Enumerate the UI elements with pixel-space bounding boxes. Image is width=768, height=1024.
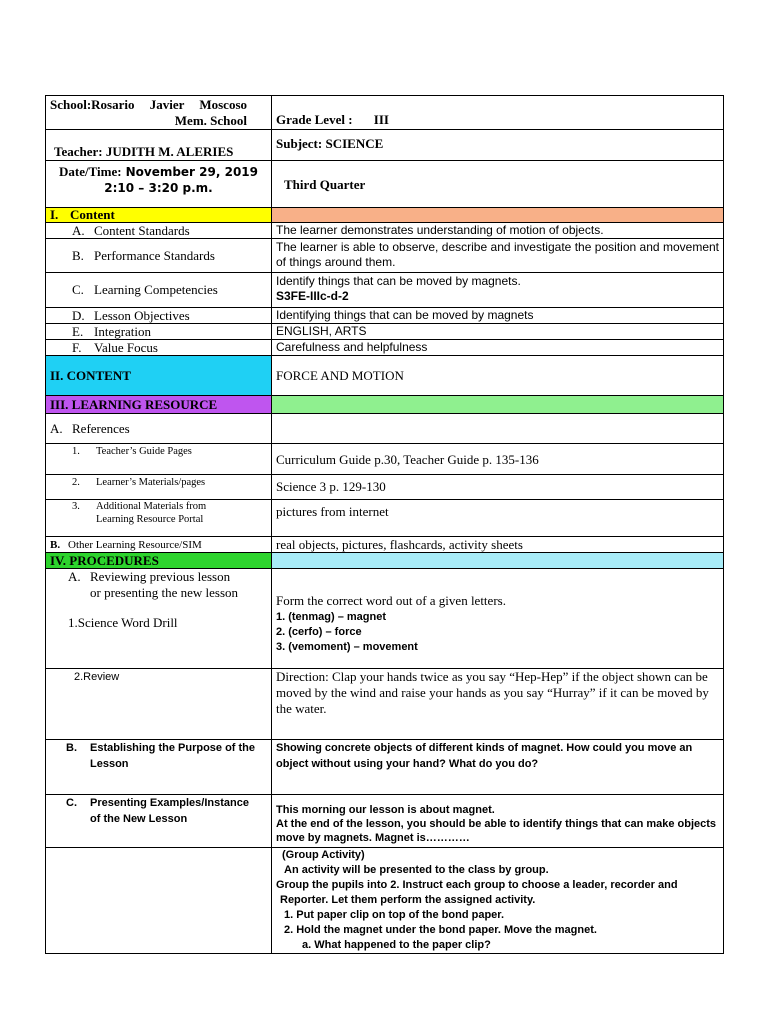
- grade-level-value: III: [373, 112, 389, 127]
- review-label: 2.Review: [46, 669, 272, 740]
- examples-text: This morning our lesson is about magnet. At the end of the lesson, you should be able to identify things that can make objects move by magnets. Magnet is…………: [272, 795, 724, 848]
- other-resource-value: real objects, pictures, flashcards, activity sheets: [272, 537, 724, 553]
- grade-level-label: Grade Level :: [276, 112, 353, 127]
- word-drill-cell: [272, 569, 724, 669]
- time: 2:10 – 3:20 p.m.: [104, 181, 213, 195]
- purpose-text: Showing concrete objects of different kinds of magnet. How could you move an object without using your hand? What do you do?: [272, 740, 724, 795]
- learning-competencies-cell: [272, 273, 724, 308]
- lesson-objectives-value: Identifying things that can be moved by magnets: [272, 308, 724, 324]
- learners-materials-value: Science 3 p. 129-130: [272, 475, 724, 500]
- drill-item: 3. (vemoment) – movement: [276, 641, 418, 653]
- grade-level-cell: [272, 96, 724, 130]
- subject-cell: [272, 130, 724, 161]
- value-focus-value: Carefulness and helpfulness: [272, 340, 724, 356]
- performance-standards-label: B. Performance Standards: [46, 239, 272, 273]
- quarter-cell: [272, 161, 724, 208]
- teachers-guide-value: Curriculum Guide p.30, Teacher Guide p. 135-136: [272, 444, 724, 475]
- integration-label: E. Integration: [46, 324, 272, 340]
- content-heading-cell: [46, 208, 272, 223]
- content-standards-value: The learner demonstrates understanding of motion of objects.: [272, 223, 724, 239]
- group-activity-label: [46, 848, 272, 954]
- performance-standards-value: The learner is able to observe, describe and investigate the position and movement of things around them.: [272, 239, 724, 273]
- additional-materials-label: 3. Additional Materials from Learning Resource Portal: [46, 500, 272, 537]
- drill-intro: Form the correct word out of a given letters.: [276, 593, 506, 608]
- learning-resource-heading: III. LEARNING RESOURCE: [46, 396, 272, 414]
- group-activity-text: (Group Activity) An activity will be presented to the class by group. Group the pupils into 2. Instruct each group to choose a leader, recorder and Reporter. Let them perform the assigned activity. 1. Put paper clip on top of the bond paper. 2. Hold the magnet under the bond paper. Move the magnet. a. What happened to the paper clip?: [272, 848, 724, 954]
- learning-resource-fill: [272, 396, 724, 414]
- review-text: Direction: Clap your hands twice as you say “Hep-Hep” if the object shown can be moved by the wind and raise your hands as you say “Hurray” if it can be moved by the water.: [272, 669, 724, 740]
- drill-item: 1. (tenmag) – magnet: [276, 611, 387, 623]
- content-heading-num: I.: [50, 207, 59, 222]
- content-heading-fill: [272, 208, 724, 223]
- references-value: [272, 414, 724, 444]
- quarter: Third Quarter: [284, 177, 366, 192]
- date: November 29, 2019: [125, 165, 258, 179]
- content2-heading: II. CONTENT: [46, 356, 272, 396]
- content2-value: FORCE AND MOTION: [272, 356, 724, 396]
- teacher-name: Teacher: JUDITH M. ALERIES: [54, 144, 234, 159]
- reviewing-cell: A. Reviewing previous lesson or presenting the new lesson 1.Science Word Drill: [46, 569, 272, 669]
- other-resource-label: B. Other Learning Resource/SIM: [46, 537, 272, 553]
- date-time-label: Date/Time:: [59, 164, 122, 179]
- subject: Subject: SCIENCE: [276, 136, 384, 151]
- content-heading: Content: [70, 207, 115, 222]
- additional-materials-value: pictures from internet: [272, 500, 724, 537]
- school-cell: [46, 96, 272, 130]
- integration-value: ENGLISH, ARTS: [272, 324, 724, 340]
- drill-item: 2. (cerfo) – force: [276, 626, 362, 638]
- lesson-plan-table: [45, 95, 724, 954]
- date-time-cell: [46, 161, 272, 208]
- teachers-guide-label: 1. Teacher’s Guide Pages: [46, 444, 272, 475]
- competency-code: S3FE-IIIc-d-2: [276, 289, 349, 303]
- learning-competencies-label: C. Learning Competencies: [46, 273, 272, 308]
- learning-competencies-value: Identify things that can be moved by magnets.: [276, 274, 521, 288]
- purpose-label: B. Establishing the Purpose of the Lesson: [46, 740, 272, 795]
- examples-label: C. Presenting Examples/Instance of the New Lesson: [46, 795, 272, 848]
- value-focus-label: F. Value Focus: [46, 340, 272, 356]
- word-drill-label: 1.Science Word Drill: [68, 615, 178, 630]
- learners-materials-label: 2. Learner’s Materials/pages: [46, 475, 272, 500]
- teacher-cell: [46, 130, 272, 161]
- reviewing-label: Reviewing previous lesson: [90, 569, 231, 584]
- school-name: School:Rosario Javier Moscoso Mem. School: [50, 97, 247, 128]
- content-standards-label: A. Content Standards: [46, 223, 272, 239]
- procedures-heading: IV. PROCEDURES: [46, 553, 272, 569]
- procedures-fill: [272, 553, 724, 569]
- references-label: A. References: [46, 414, 272, 444]
- lesson-objectives-label: D. Lesson Objectives: [46, 308, 272, 324]
